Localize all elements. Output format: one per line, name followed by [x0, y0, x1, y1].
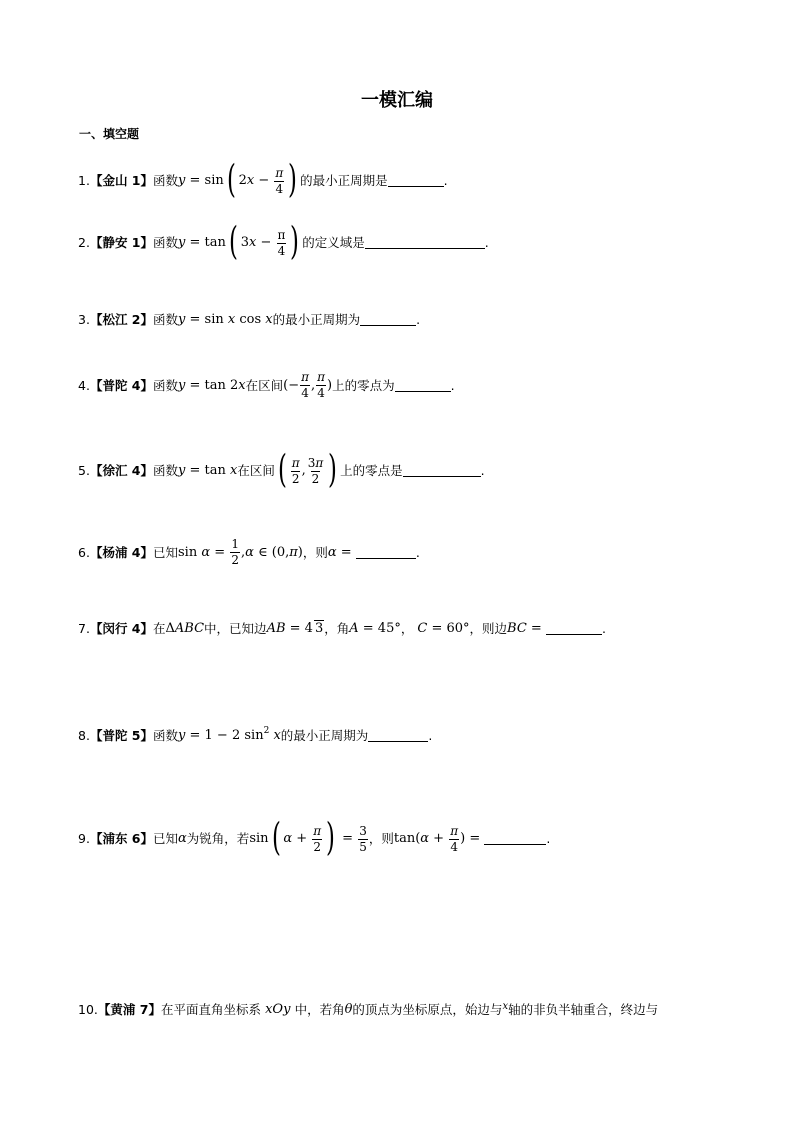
question-number: 3. [78, 312, 90, 327]
math-fraction: $\frac{\pi}{2}$ [291, 455, 300, 486]
question-number: 5. [78, 463, 90, 478]
question-number: 8. [78, 728, 90, 743]
answer-blank[interactable] [546, 623, 602, 635]
math-fraction: $\frac{\pi}{4}$ [277, 227, 286, 258]
question-source-tag: 【普陀 4】 [89, 377, 153, 393]
question-end: . [484, 235, 489, 250]
math-fraction: $\frac{3\pi}{2}$ [307, 455, 324, 486]
question-8: 8. 【普陀 5】 函数 y = 1 − 2 sin 2 x 的最小正周期为 . [78, 726, 433, 743]
question-source-tag: 【静安 1】 [89, 235, 153, 250]
question-7: 7. 【闵行 4】 在 Δ ABC 中，已知边 AB = 4 3 ，角 A = 45° ， C = 60° ，则边 BC = . [78, 620, 606, 636]
question-10: 10. 【黄浦 7】 在平面直角坐标系 xOy 中，若角 θ 的顶点为坐标原点，始边与 x 轴的非负半轴重合，终边与 [78, 1001, 659, 1017]
question-4: 4. 【普陀 4】 函数 y = tan 2 x 在区间 (− $\frac{\pi}{4}$ , $\frac{\pi}{4}$ ) 上的零点为 . [78, 370, 455, 400]
math-fraction: $\frac{1}{2}$ [231, 537, 239, 567]
question-end: . [415, 544, 420, 560]
math-fraction: $\frac{3}{5}$ [359, 823, 367, 854]
question-text: ，角 [324, 620, 350, 636]
question-1: 1. 【金山 1】 函数 y = sin ( 2 x − $\frac{\pi}{4}$ ) 的最小正周期是 . [78, 157, 448, 201]
question-source-tag: 【普陀 5】 [89, 728, 153, 743]
question-text: 在 [153, 620, 166, 636]
question-text: 中，若角 [294, 1002, 345, 1017]
question-text: 函数 [153, 235, 179, 250]
math-expression: y [178, 377, 186, 393]
question-text: 的最小正周期是 [300, 173, 388, 188]
question-text: ， [400, 620, 414, 636]
page-title: 一模汇编 [361, 90, 433, 111]
question-text: 函数 [153, 173, 179, 188]
answer-blank[interactable] [395, 380, 451, 392]
question-2: 2. 【静安 1】 函数 y = tan ( 3 x − $\frac{\pi}{4}$ ) 的定义域是 . [78, 219, 489, 263]
question-text: 在平面直角坐标系 [160, 1002, 261, 1017]
question-text: 函数 [153, 728, 179, 743]
math-fraction: $\frac{\pi}{4}$ [275, 165, 284, 196]
math-fraction: $\frac{\pi}{4}$ [450, 823, 459, 854]
question-source-tag: 【杨浦 4】 [89, 544, 153, 560]
answer-blank[interactable] [368, 730, 428, 742]
question-text: ，则边 [469, 620, 508, 636]
question-text: ，则 [368, 831, 394, 846]
question-end: . [428, 728, 433, 743]
question-3: 3. 【松江 2】 函数 y = sin x cos x 的最小正周期为 . [78, 312, 421, 327]
answer-blank[interactable] [365, 237, 485, 249]
question-source-tag: 【闵行 4】 [89, 620, 153, 636]
question-text: 中，已知边 [204, 620, 267, 636]
math-expression: y [178, 173, 186, 188]
math-expression: y [178, 463, 186, 478]
question-end: . [450, 377, 455, 393]
question-text: 函数 [153, 312, 179, 327]
question-number: 4. [78, 377, 90, 393]
question-text: 的最小正周期为 [280, 728, 369, 743]
question-source-tag: 【黄浦 7】 [97, 1002, 161, 1017]
question-text: 上的零点是 [340, 463, 403, 478]
question-number: 10. [78, 1002, 98, 1017]
question-6: 6. 【杨浦 4】 已知 sin α = $\frac{1}{2}$ , α ∈ (0, π ) ，则 α = . [78, 537, 420, 567]
question-text: 函数 [153, 377, 179, 393]
question-end: . [416, 312, 421, 327]
math-expression: y [178, 728, 186, 743]
question-text: 在区间 [237, 463, 275, 478]
math-expression: y [178, 235, 186, 250]
question-source-tag: 【浦东 6】 [89, 831, 153, 846]
question-text: 在区间 [245, 377, 284, 393]
question-text: 已知 [153, 831, 179, 846]
answer-blank[interactable] [388, 175, 444, 187]
question-text: ，则 [302, 544, 328, 560]
question-text: 的定义域是 [302, 235, 365, 250]
question-text: 已知 [153, 544, 179, 560]
question-number: 2. [78, 235, 90, 250]
question-text: 轴的非负半轴重合，终边与 [508, 1002, 659, 1017]
question-9: 9. 【浦东 6】 已知 α 为锐角，若 sin ( α + $\frac{\pi}{2}$ ) = $\frac{3}{5}$ ，则 tan( α + $\frac{\pi}{4}$ ) = . [78, 815, 551, 859]
math-expression: sin [178, 544, 202, 560]
question-source-tag: 【松江 2】 [89, 312, 153, 327]
math-expression: sin [249, 831, 269, 846]
question-text: 函数 [153, 463, 179, 478]
question-end: . [480, 463, 485, 478]
math-fraction: $\frac{\pi}{2}$ [313, 823, 322, 854]
question-end: . [546, 831, 551, 846]
math-expression: xOy [260, 1002, 295, 1017]
question-source-tag: 【金山 1】 [89, 173, 153, 188]
answer-blank[interactable] [403, 465, 481, 477]
question-end: . [601, 620, 606, 636]
question-number: 9. [78, 831, 90, 846]
section-heading: 一、填空题 [79, 127, 140, 141]
question-source-tag: 【徐汇 4】 [89, 463, 153, 478]
question-number: 7. [78, 620, 90, 636]
question-number: 1. [78, 173, 90, 188]
question-text: 为锐角，若 [186, 831, 250, 846]
question-number: 6. [78, 544, 90, 560]
question-text: 的顶点为坐标原点，始边与 [352, 1002, 503, 1017]
math-fraction: $\frac{\pi}{4}$ [317, 370, 326, 400]
question-5: 5. 【徐汇 4】 函数 y = tan x 在区间 ( $\frac{\pi}{2}$ , $\frac{3\pi}{2}$ ) 上的零点是 . [78, 447, 485, 491]
answer-blank[interactable] [356, 547, 416, 559]
math-expression: Δ [165, 620, 175, 636]
question-end: . [443, 173, 448, 188]
question-text: 的最小正周期为 [272, 312, 361, 327]
math-expression: y [178, 312, 186, 327]
answer-blank[interactable] [484, 833, 546, 845]
math-fraction: $\frac{\pi}{4}$ [301, 370, 310, 400]
answer-blank[interactable] [360, 314, 416, 326]
question-text: 上的零点为 [332, 377, 395, 393]
